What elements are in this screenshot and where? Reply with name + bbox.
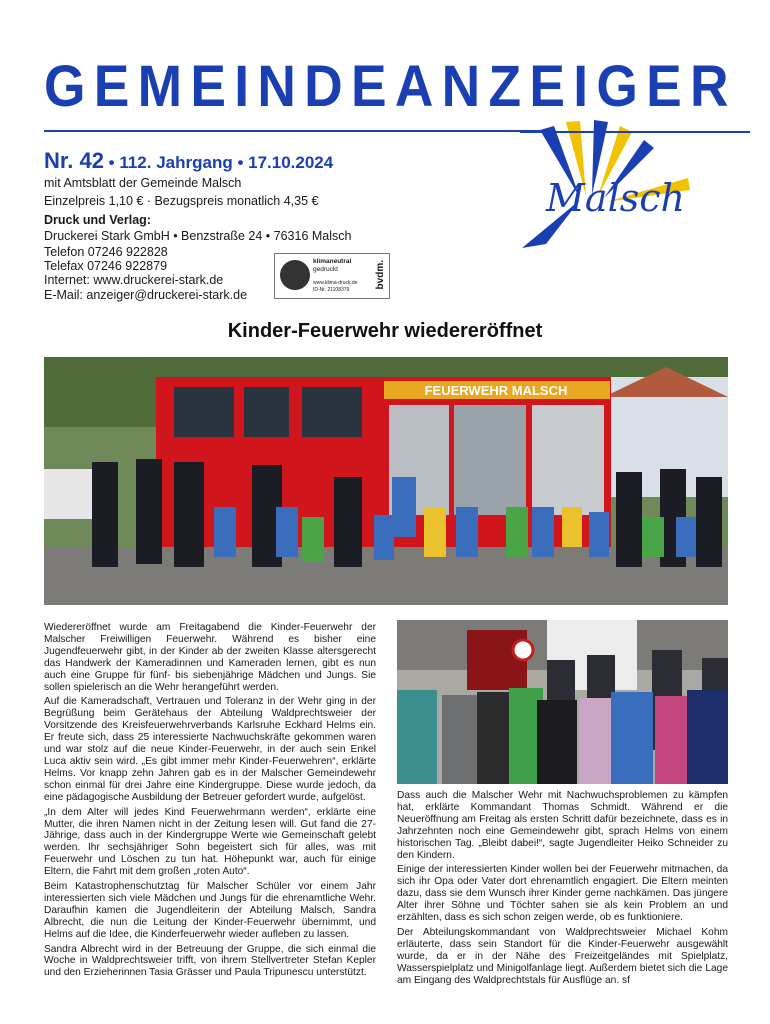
- publisher-company: Druckerei Stark GmbH • Benzstraße 24 • 76316 Malsch: [44, 229, 352, 243]
- article-column-right: [397, 790, 728, 990]
- amtsblatt-line: mit Amtsblatt der Gemeinde Malsch: [44, 176, 242, 190]
- left-paragraph: Auf die Kameradschaft, Vertrauen und Toleranz in der Wehr ging in der Begrüßung beim Gerätehaus der Abteilung Waldprechtsweier der Vorsitzende des Kreisfeuerwehrverbands Karlsruhe Eckhard Helms ein. Er freute sich, dass 25 interessierte Nachwuchskräfte gekommen waren und war stolz auf die neue Kinder-Feuerwehr, in der auch sein Enkel Luca aktiv sein wird. „Es gibt immer mehr Kinder-Feuerwehren“, erklärte Helms. Vor knapp zehn Jahren gab es in der Malscher Gemeindewehr schon einmal für drei Jahre eine Kindergruppe. Diese wurde jedoch, da eine pädagogische Ausbildung der Betreuer gefordert wurde, aufgelöst.: [44, 696, 376, 803]
- issue-line: [44, 148, 333, 174]
- right-paragraph: Dass auch die Malscher Wehr mit Nachwuchsproblemen zu kämpfen hat, erklärte Kommandant Thomas Schmidt. Während er die Neueröffnung am Freitag als ersten Schritt dafür bezeichnete, dass es in Jahrzehnten noch eine Gemeindewehr gibt, sprach Helms von einem historischen Tag. „Bleibt dabei!“, sagte Jugendleiter Heiko Schneider zu den Kindern.: [397, 790, 728, 861]
- group-photo: [44, 357, 728, 605]
- price-line: Einzelpreis 1,10 € · Bezugspreis monatlich 4,35 €: [44, 194, 319, 208]
- left-paragraph: Wiedereröffnet wurde am Freitagabend die Kinder-Feuerwehr der Malscher Freiwilligen Feuerwehr. Während es bisher eine Jugendfeuerwehr gibt, in der Kinder ab der zweiten Klasse altersgerecht das Handwerk der Kameradinnen und Kameraden lernen, gibt es nun auch eine Gruppe für fünf- bis siebenjährige Mädchen und Jungs. Sie sollen spielerisch an die Wehr herangeführt werden.: [44, 622, 376, 693]
- truck-label: FEUERWEHR MALSCH: [424, 383, 568, 398]
- right-paragraph: Der Abteilungskommandant von Waldprechtsweier Michael Kohm erläuterte, dass sein Standort für die Kinder-Feuerwehr ausgewählt wurde, da er in der Nähe des Freizeitgeländes mit Spielplatz, Wasserspielplatz und Minigolfanlage liegt. Außerdem bietet sich die Lage am Eingang des Waldprechtstals für Ausflüge an. sf: [397, 926, 728, 986]
- masthead-title: GEMEINDEANZEIGER: [44, 54, 737, 119]
- left-paragraph: Sandra Albrecht wird in der Betreuung der Gruppe, die sich einmal die Woche in Waldprechtsweier trifft, von ihrem Stellvertreter Stefan Kepler und den Erzieherinnen Tasia Grässer und Paula Tripunescu unterstützt.: [44, 943, 376, 979]
- article-headline: Kinder-Feuerwehr wiedereröffnet: [227, 320, 543, 342]
- bvdm-logo: bvdm.: [375, 260, 386, 290]
- publisher-heading: Druck und Verlag:: [44, 213, 151, 227]
- sign-icon: [513, 640, 533, 660]
- publisher-internet[interactable]: Internet: www.druckerei-stark.de: [44, 273, 224, 287]
- issue-details: • 112. Jahrgang • 17.10.2024: [103, 153, 334, 172]
- publisher-phone: Telefon 07246 922828: [44, 245, 168, 259]
- publisher-email[interactable]: E-Mail: anzeiger@druckerei-stark.de: [44, 288, 248, 302]
- article-column-left: [44, 622, 376, 982]
- masthead-rule: [44, 130, 544, 132]
- publisher-fax: Telefax 07246 922879: [44, 259, 168, 273]
- children-photo: [397, 620, 728, 784]
- logo-text: Malsch: [546, 176, 685, 220]
- klimaneutral-badge: [274, 253, 390, 299]
- klima-line4: ID-Nr. 21108379: [313, 287, 350, 293]
- klima-line2: gedruckt: [313, 266, 338, 273]
- malsch-logo: [520, 118, 750, 258]
- issue-number: Nr. 42: [44, 148, 104, 173]
- klima-line3: www.klima-druck.de: [313, 280, 358, 286]
- klima-line1: klimaneutral: [313, 258, 352, 265]
- left-paragraph: „In dem Alter will jedes Kind Feuerwehrmann werden“, erklärte eine Mutter, die ihren Namen nicht in der Zeitung lesen will. Gut fand die 27-Jährige, dass auch in der Kindergruppe Werte wie Gemeinschaft gelebt werden. Ihr sechsjähriger Sohn begeistert sich für alles, was mit Feuerwehr und Löschen zu tun hat. Höhepunkt war, auch für einige Eltern, die Fahrt mit dem großen „roten Auto“.: [44, 806, 376, 878]
- right-paragraph: Einige der interessierten Kinder wollen bei der Feuerwehr mitmachen, da sich ihr Opa oder Vater dort ehrenamtlich engagiert. Die Eltern meinten dazu, dass sie dem Wunsch ihrer Kinder gerne nachkämen. Das jüngere Alter ihrer Söhne und Töchter sahen sie als kein Problem an und erzählten, dass es sich schon zeigen werde, ob es funktioniere.: [397, 864, 728, 924]
- globe-icon: [280, 260, 310, 290]
- left-paragraph: Beim Katastrophenschutztag für Malscher Schüler vor einem Jahr interessierten sich viele Mädchen und Jungs für die ehrenamtliche Wehr. Daraufhin kamen die Jugendleiterin der Abteilung Malsch, Sandra Albrecht, die nun die Leitung der Kinder-Feuerwehr übernimmt, und Helms auf die Idee, die Kinderfeuerwehr wieder aufleben zu lassen.: [44, 881, 376, 940]
